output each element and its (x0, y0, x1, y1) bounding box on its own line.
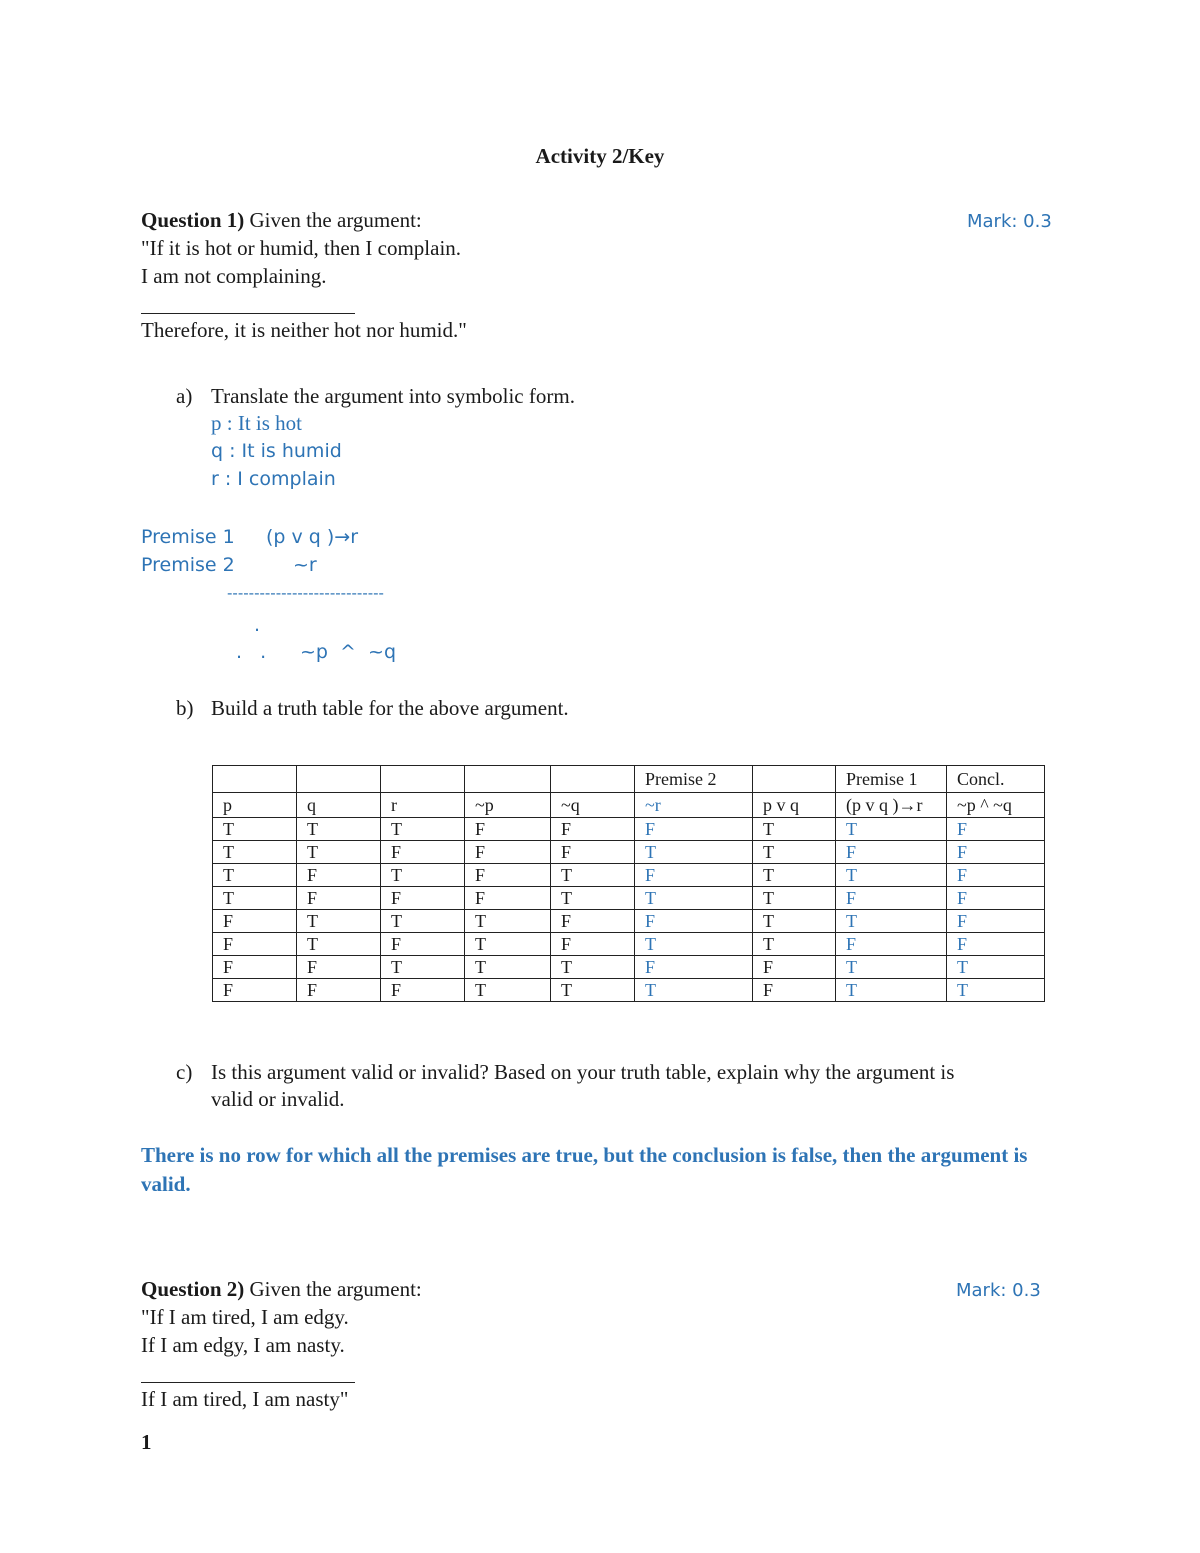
argument-2-line-2: If I am edgy, I am nasty. (141, 1333, 345, 1357)
table-cell (753, 766, 836, 793)
column-header: q (297, 793, 381, 818)
premise-1-expr: (p v q )→r (266, 526, 359, 548)
therefore-top-dot: . (254, 614, 261, 636)
premise-1-column-label: Premise 1 (836, 766, 947, 793)
table-cell: T (213, 841, 297, 864)
table-cell: T (836, 979, 947, 1002)
table-cell: F (635, 818, 753, 841)
table-cell: T (213, 818, 297, 841)
table-cell: F (551, 933, 635, 956)
column-header: p v q (753, 793, 836, 818)
table-cell: T (753, 887, 836, 910)
part-a-marker: a) (176, 384, 193, 408)
table-row (213, 841, 1045, 864)
table-cell: F (297, 864, 381, 887)
table-cell: F (635, 956, 753, 979)
table-cell: T (753, 933, 836, 956)
table-cell: T (381, 910, 465, 933)
variable-r: r : I complain (211, 468, 336, 490)
table-cell: F (381, 887, 465, 910)
table-row (213, 910, 1045, 933)
table-cell: F (213, 956, 297, 979)
premise-2-expr: ~r (293, 554, 317, 576)
table-cell: F (551, 910, 635, 933)
table-cell: T (753, 818, 836, 841)
table-cell: F (297, 979, 381, 1002)
argument-2-divider (141, 1382, 355, 1383)
table-cell: F (465, 887, 551, 910)
table-cell: T (465, 979, 551, 1002)
premise-1-label: Premise 1 (141, 526, 235, 548)
table-cell: T (753, 841, 836, 864)
table-cell: T (381, 818, 465, 841)
table-cell: T (551, 979, 635, 1002)
table-cell: T (465, 910, 551, 933)
table-cell: F (947, 933, 1045, 956)
argument-2-line-1: "If I am tired, I am edgy. (141, 1305, 349, 1329)
table-row (213, 979, 1045, 1002)
table-row (213, 818, 1045, 841)
table-cell: T (635, 933, 753, 956)
question-1-prompt: Given the argument: (244, 208, 422, 232)
argument-divider (141, 313, 355, 314)
table-row (213, 933, 1045, 956)
table-cell: T (753, 864, 836, 887)
variable-p: p : It is hot (211, 411, 303, 435)
table-cell (213, 766, 297, 793)
table-cell (381, 766, 465, 793)
part-b-marker: b) (176, 696, 194, 720)
table-cell: F (836, 887, 947, 910)
question-1-label: Question 1) (141, 208, 245, 232)
table-group-header-row (213, 766, 1045, 793)
variable-q: q : It is humid (211, 440, 342, 462)
table-cell: T (465, 933, 551, 956)
conclusion-expr: ~p ^ ~q (300, 641, 397, 663)
page-title: Activity 2/Key (535, 144, 665, 168)
page-number: 1 (141, 1430, 152, 1454)
part-c-marker: c) (176, 1060, 193, 1084)
question-1-heading (141, 208, 422, 233)
table-cell: F (947, 910, 1045, 933)
column-header: p (213, 793, 297, 818)
table-cell: F (635, 910, 753, 933)
table-cell: T (947, 956, 1045, 979)
table-cell: F (213, 979, 297, 1002)
table-header-row (213, 793, 1045, 818)
table-cell: T (551, 864, 635, 887)
question-2-prompt: Given the argument: (244, 1277, 422, 1301)
table-cell: T (753, 910, 836, 933)
table-cell (465, 766, 551, 793)
table-cell: T (635, 979, 753, 1002)
argument-conclusion: Therefore, it is neither hot nor humid." (141, 318, 467, 342)
column-header: ~p (465, 793, 551, 818)
column-header: ~p ^ ~q (947, 793, 1045, 818)
table-cell: F (465, 864, 551, 887)
table-cell: T (213, 887, 297, 910)
table-row (213, 864, 1045, 887)
table-cell: F (297, 956, 381, 979)
table-cell: T (836, 956, 947, 979)
table-cell: T (213, 864, 297, 887)
argument-2-conclusion: If I am tired, I am nasty" (141, 1387, 349, 1411)
table-cell: T (297, 841, 381, 864)
table-cell: T (836, 910, 947, 933)
part-c-text-line-1: Is this argument valid or invalid? Based on your truth table, explain why the argument is (211, 1060, 955, 1084)
table-cell: F (947, 841, 1045, 864)
table-cell: F (947, 887, 1045, 910)
table-cell: F (551, 841, 635, 864)
table-cell: T (635, 841, 753, 864)
answer-text: There is no row for which all the premises are true, but the conclusion is false, then the argument is valid. (141, 1143, 1028, 1196)
question-1-mark: Mark: 0.3 (967, 211, 1052, 232)
table-cell: F (836, 933, 947, 956)
table-cell: F (947, 818, 1045, 841)
table-cell: T (551, 956, 635, 979)
premise-2-column-label: Premise 2 (635, 766, 753, 793)
column-header: (p v q )→r (836, 793, 947, 818)
table-cell: T (465, 956, 551, 979)
question-2-label: Question 2) (141, 1277, 245, 1301)
table-cell: T (381, 956, 465, 979)
part-b-text: Build a truth table for the above argument. (211, 696, 569, 720)
column-header: r (381, 793, 465, 818)
table-cell: F (465, 818, 551, 841)
table-row (213, 956, 1045, 979)
table-cell: T (635, 887, 753, 910)
part-a-text: Translate the argument into symbolic form. (211, 384, 575, 408)
argument-line-2: I am not complaining. (141, 264, 327, 288)
table-cell: F (836, 841, 947, 864)
table-cell: F (753, 956, 836, 979)
table-cell: T (297, 933, 381, 956)
table-cell: T (297, 818, 381, 841)
table-cell: F (381, 979, 465, 1002)
table-row (213, 887, 1045, 910)
table-cell (551, 766, 635, 793)
table-cell: F (381, 933, 465, 956)
table-cell: T (381, 864, 465, 887)
table-cell: T (947, 979, 1045, 1002)
therefore-bottom-dots: . . (236, 641, 267, 663)
truth-table (212, 765, 1045, 1002)
table-cell: T (836, 818, 947, 841)
column-header: ~q (551, 793, 635, 818)
part-c-text-line-2: valid or invalid. (211, 1087, 345, 1111)
table-cell: F (753, 979, 836, 1002)
argument-line-1: "If it is hot or humid, then I complain. (141, 236, 462, 260)
premise-divider: ----------------------------- (227, 584, 384, 602)
table-cell: T (551, 887, 635, 910)
table-cell: F (213, 933, 297, 956)
question-2-mark: Mark: 0.3 (956, 1280, 1041, 1301)
table-cell: F (213, 910, 297, 933)
conclusion-column-label: Concl. (947, 766, 1045, 793)
table-cell: F (551, 818, 635, 841)
table-cell: T (297, 910, 381, 933)
table-cell: F (297, 887, 381, 910)
table-cell: T (836, 864, 947, 887)
question-2-heading (141, 1277, 422, 1302)
table-cell: F (947, 864, 1045, 887)
table-cell: F (635, 864, 753, 887)
table-cell: F (381, 841, 465, 864)
premise-2-label: Premise 2 (141, 554, 235, 576)
table-cell (297, 766, 381, 793)
column-header: ~r (635, 793, 753, 818)
table-cell: F (465, 841, 551, 864)
